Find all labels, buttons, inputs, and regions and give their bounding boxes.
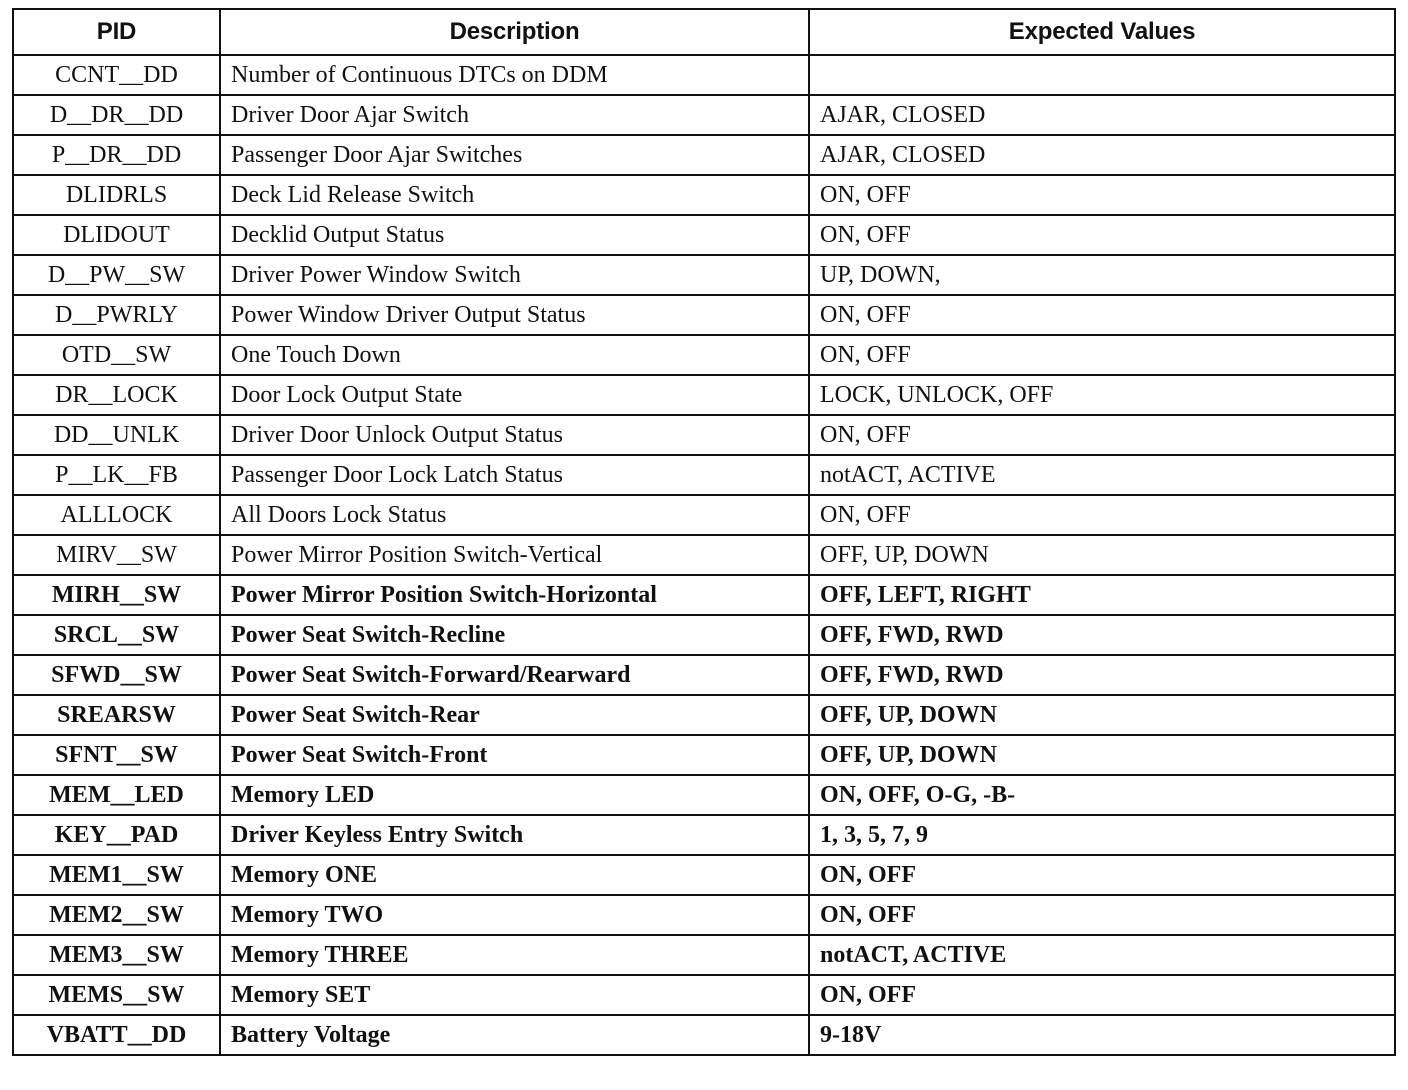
- table-row: [13, 655, 1395, 695]
- pid-cell: DD__UNLK: [13, 415, 220, 455]
- expected-values-cell: AJAR, CLOSED: [809, 135, 1395, 175]
- description-cell: Power Seat Switch-Rear: [220, 695, 809, 735]
- pid-cell: SREARSW: [13, 695, 220, 735]
- table-row: [13, 575, 1395, 615]
- pid-cell: MEM3__SW: [13, 935, 220, 975]
- table-row: [13, 775, 1395, 815]
- description-cell: Door Lock Output State: [220, 375, 809, 415]
- header-row: [13, 9, 1395, 55]
- pid-cell: DLIDRLS: [13, 175, 220, 215]
- pid-cell: MIRH__SW: [13, 575, 220, 615]
- table-row: [13, 735, 1395, 775]
- table-row: [13, 695, 1395, 735]
- description-cell: Power Seat Switch-Forward/Rearward: [220, 655, 809, 695]
- expected-values-cell: ON, OFF: [809, 855, 1395, 895]
- expected-values-cell: ON, OFF, O-G, -B-: [809, 775, 1395, 815]
- table-row: [13, 815, 1395, 855]
- pid-cell: KEY__PAD: [13, 815, 220, 855]
- table-row: [13, 295, 1395, 335]
- expected-values-cell: LOCK, UNLOCK, OFF: [809, 375, 1395, 415]
- description-cell: Memory SET: [220, 975, 809, 1015]
- description-cell: Driver Keyless Entry Switch: [220, 815, 809, 855]
- expected-values-cell: ON, OFF: [809, 175, 1395, 215]
- pid-cell: D__PWRLY: [13, 295, 220, 335]
- table-row: [13, 55, 1395, 95]
- table-row: [13, 335, 1395, 375]
- pid-cell: P__DR__DD: [13, 135, 220, 175]
- expected-values-cell: OFF, UP, DOWN: [809, 535, 1395, 575]
- table-row: [13, 615, 1395, 655]
- pid-cell: SFNT__SW: [13, 735, 220, 775]
- expected-values-cell: OFF, LEFT, RIGHT: [809, 575, 1395, 615]
- table-row: [13, 255, 1395, 295]
- expected-values-cell: OFF, UP, DOWN: [809, 695, 1395, 735]
- pid-cell: CCNT__DD: [13, 55, 220, 95]
- expected-values-cell: 9-18V: [809, 1015, 1395, 1055]
- table-row: [13, 535, 1395, 575]
- description-cell: Number of Continuous DTCs on DDM: [220, 55, 809, 95]
- description-cell: Driver Door Unlock Output Status: [220, 415, 809, 455]
- table-row: [13, 495, 1395, 535]
- expected-values-cell: OFF, FWD, RWD: [809, 615, 1395, 655]
- pid-cell: SFWD__SW: [13, 655, 220, 695]
- table-body: [13, 55, 1395, 1055]
- description-cell: Passenger Door Lock Latch Status: [220, 455, 809, 495]
- pid-cell: SRCL__SW: [13, 615, 220, 655]
- table-row: [13, 855, 1395, 895]
- expected-values-cell: 1, 3, 5, 7, 9: [809, 815, 1395, 855]
- expected-values-cell: ON, OFF: [809, 215, 1395, 255]
- header-pid: PID: [13, 9, 220, 55]
- description-cell: All Doors Lock Status: [220, 495, 809, 535]
- expected-values-cell: OFF, FWD, RWD: [809, 655, 1395, 695]
- expected-values-cell: UP, DOWN,: [809, 255, 1395, 295]
- table-row: [13, 175, 1395, 215]
- pid-cell: MEM__LED: [13, 775, 220, 815]
- expected-values-cell: AJAR, CLOSED: [809, 95, 1395, 135]
- header-description: Description: [220, 9, 809, 55]
- expected-values-cell: ON, OFF: [809, 335, 1395, 375]
- description-cell: Memory TWO: [220, 895, 809, 935]
- expected-values-cell: OFF, UP, DOWN: [809, 735, 1395, 775]
- description-cell: Battery Voltage: [220, 1015, 809, 1055]
- table-row: [13, 95, 1395, 135]
- description-cell: Power Mirror Position Switch-Horizontal: [220, 575, 809, 615]
- table-row: [13, 975, 1395, 1015]
- table-row: [13, 1015, 1395, 1055]
- expected-values-cell: notACT, ACTIVE: [809, 455, 1395, 495]
- table-row: [13, 135, 1395, 175]
- description-cell: Passenger Door Ajar Switches: [220, 135, 809, 175]
- description-cell: One Touch Down: [220, 335, 809, 375]
- expected-values-cell: ON, OFF: [809, 975, 1395, 1015]
- description-cell: Power Mirror Position Switch-Vertical: [220, 535, 809, 575]
- pid-cell: DR__LOCK: [13, 375, 220, 415]
- expected-values-cell: ON, OFF: [809, 295, 1395, 335]
- pid-table: [12, 8, 1396, 1056]
- pid-cell: MEM1__SW: [13, 855, 220, 895]
- table-row: [13, 455, 1395, 495]
- description-cell: Memory ONE: [220, 855, 809, 895]
- description-cell: Decklid Output Status: [220, 215, 809, 255]
- expected-values-cell: [809, 55, 1395, 95]
- pid-cell: MEMS__SW: [13, 975, 220, 1015]
- header-expected-values: Expected Values: [809, 9, 1395, 55]
- pid-cell: OTD__SW: [13, 335, 220, 375]
- description-cell: Power Window Driver Output Status: [220, 295, 809, 335]
- table-header: [13, 9, 1395, 55]
- pid-cell: MIRV__SW: [13, 535, 220, 575]
- table-row: [13, 375, 1395, 415]
- description-cell: Driver Door Ajar Switch: [220, 95, 809, 135]
- description-cell: Driver Power Window Switch: [220, 255, 809, 295]
- pid-cell: DLIDOUT: [13, 215, 220, 255]
- pid-cell: P__LK__FB: [13, 455, 220, 495]
- expected-values-cell: ON, OFF: [809, 415, 1395, 455]
- table-row: [13, 215, 1395, 255]
- description-cell: Deck Lid Release Switch: [220, 175, 809, 215]
- pid-cell: D__PW__SW: [13, 255, 220, 295]
- pid-cell: ALLLOCK: [13, 495, 220, 535]
- expected-values-cell: notACT, ACTIVE: [809, 935, 1395, 975]
- expected-values-cell: ON, OFF: [809, 895, 1395, 935]
- description-cell: Power Seat Switch-Front: [220, 735, 809, 775]
- pid-cell: VBATT__DD: [13, 1015, 220, 1055]
- description-cell: Power Seat Switch-Recline: [220, 615, 809, 655]
- pid-cell: MEM2__SW: [13, 895, 220, 935]
- expected-values-cell: ON, OFF: [809, 495, 1395, 535]
- description-cell: Memory LED: [220, 775, 809, 815]
- description-cell: Memory THREE: [220, 935, 809, 975]
- table-row: [13, 935, 1395, 975]
- table-row: [13, 415, 1395, 455]
- table-row: [13, 895, 1395, 935]
- pid-cell: D__DR__DD: [13, 95, 220, 135]
